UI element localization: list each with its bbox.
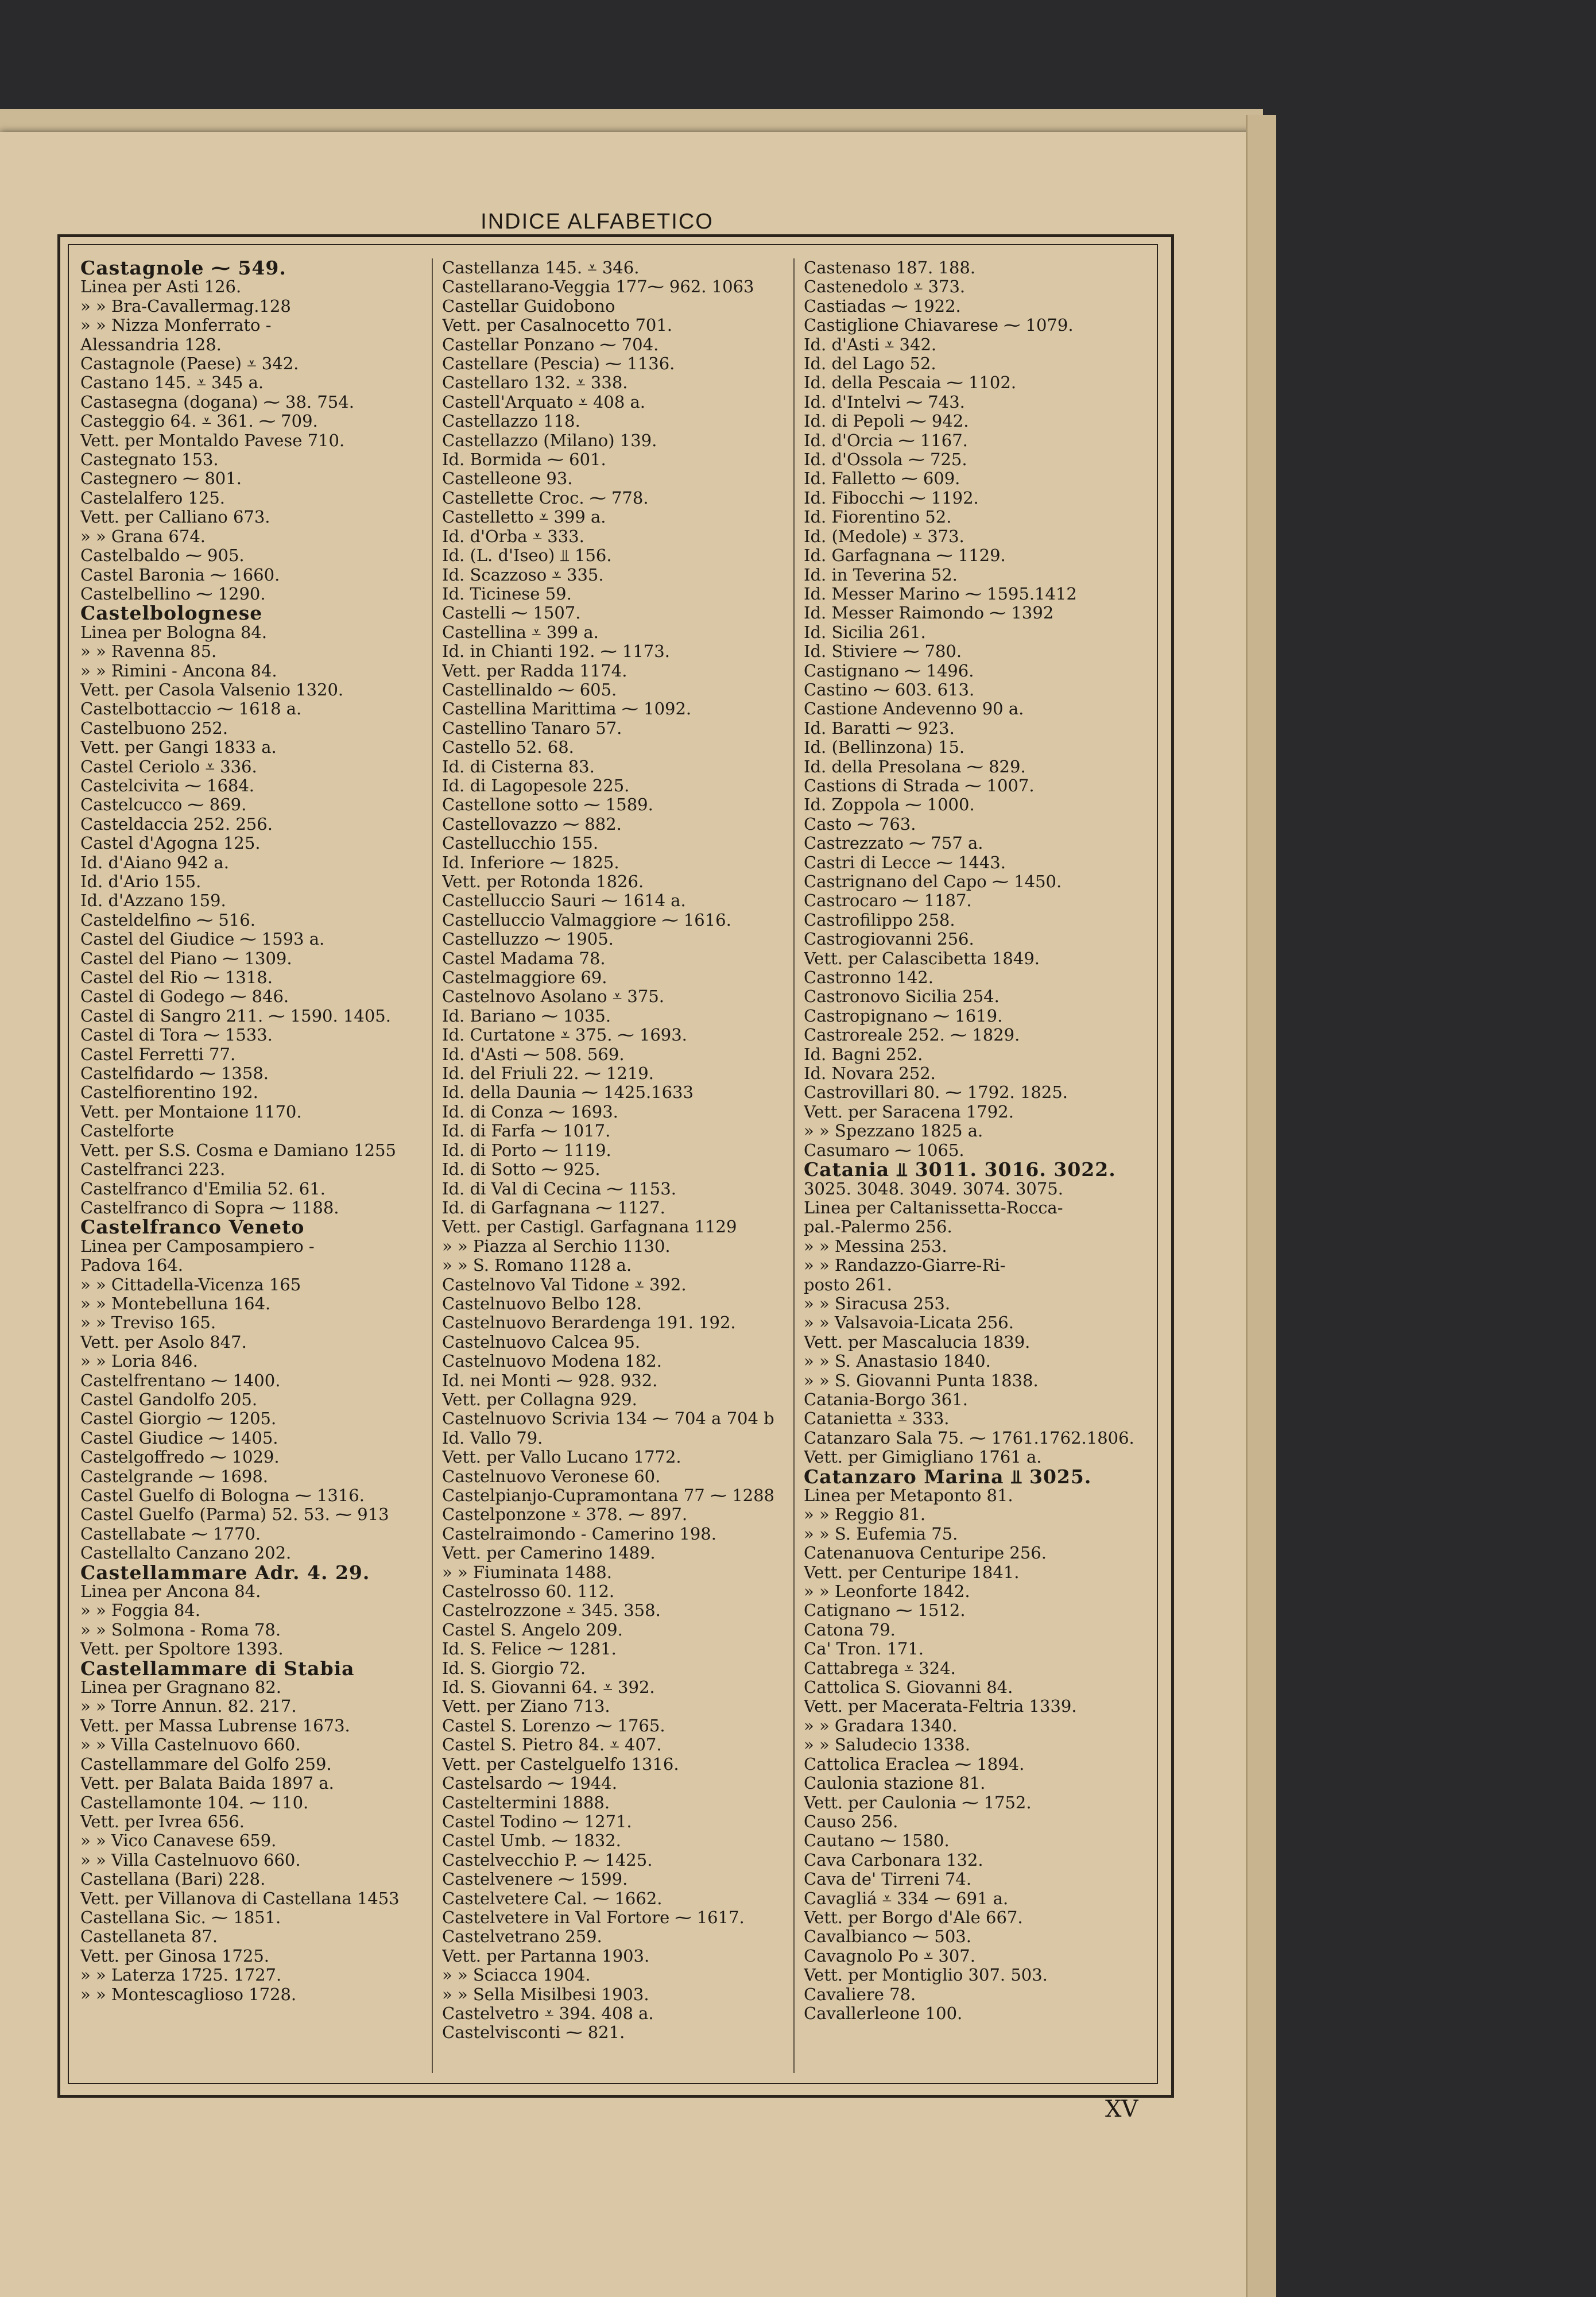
index-entry: Id. Novara 252. bbox=[804, 1064, 936, 1084]
index-entry: » » Villa Castelnuovo 660. bbox=[80, 1735, 301, 1755]
index-entry: » » Laterza 1725. 1727. bbox=[80, 1965, 282, 1985]
index-entry: » » Cittadella-Vicenza 165 bbox=[80, 1274, 301, 1294]
index-entry: Castelbellino ⁓ 1290. bbox=[80, 583, 266, 604]
index-entry: Castelvenere ⁓ 1599. bbox=[442, 1869, 628, 1889]
index-entry: Castelforte bbox=[80, 1121, 175, 1141]
index-entry: Id. Zoppola ⁓ 1000. bbox=[804, 795, 975, 815]
index-entry: Vett. per Balata Baida 1897 a. bbox=[80, 1773, 334, 1793]
index-entry: Vett. per Spoltore 1393. bbox=[80, 1639, 284, 1659]
index-entry: Castellana Sic. ⁓ 1851. bbox=[80, 1907, 281, 1927]
index-entry: pal.-Palermo 256. bbox=[804, 1217, 952, 1237]
index-entry: Id. d'Ario 155. bbox=[80, 872, 202, 891]
index-entry: Vett. per Mascalucia 1839. bbox=[804, 1332, 1031, 1352]
index-entry: Castel Guelfo di Bologna ⁓ 1316. bbox=[80, 1486, 365, 1505]
index-entry: Castelgrande ⁓ 1698. bbox=[80, 1466, 269, 1486]
index-entry: Casteldaccia 252. 256. bbox=[80, 814, 273, 834]
index-entry: Vett. per Camerino 1489. bbox=[442, 1543, 656, 1563]
index-entry: Castelraimondo - Camerino 198. bbox=[442, 1523, 716, 1544]
index-entry: Castellana (Bari) 228. bbox=[80, 1869, 266, 1889]
index-entry: » » Siracusa 253. bbox=[804, 1293, 951, 1313]
index-entry: Castellazzo (Milano) 139. bbox=[442, 430, 657, 450]
index-entry: Castellazzo 118. bbox=[442, 411, 580, 431]
index-entry: Castel Ferretti 77. bbox=[80, 1044, 236, 1064]
index-entry: » » Loria 846. bbox=[80, 1351, 198, 1371]
index-entry: Linea per Caltanissetta-Rocca- bbox=[804, 1197, 1063, 1217]
index-entry: » » Saludecio 1338. bbox=[804, 1735, 970, 1755]
index-entry: Id. del Friuli 22. ⁓ 1219. bbox=[442, 1064, 654, 1084]
index-entry: Castellone sotto ⁓ 1589. bbox=[442, 795, 653, 815]
index-entry: Castellinaldo ⁓ 605. bbox=[442, 679, 617, 699]
index-entry: Linea per Asti 126. bbox=[80, 277, 242, 297]
index-entry: » » Grana 674. bbox=[80, 526, 206, 546]
index-entry: Castel Baronia ⁓ 1660. bbox=[80, 564, 280, 585]
index-entry: » » Treviso 165. bbox=[80, 1313, 216, 1333]
index-entry: Vett. per Gimigliano 1761 a. bbox=[804, 1447, 1042, 1467]
index-entry: Vett. per Borgo d'Ale 667. bbox=[804, 1907, 1023, 1927]
index-entry: Catenanuova Centuripe 256. bbox=[804, 1543, 1047, 1563]
index-entry: Castelnuovo Calcea 95. bbox=[442, 1332, 641, 1352]
column-divider bbox=[793, 258, 795, 2073]
index-entry: Catanietta ⩡ 333. bbox=[804, 1409, 950, 1429]
index-entry: Castelbaldo ⁓ 905. bbox=[80, 546, 245, 566]
index-entry: Id. Bormida ⁓ 601. bbox=[442, 450, 606, 470]
index-entry: Id. nei Monti ⁓ 928. 932. bbox=[442, 1370, 658, 1390]
index-entry: Vett. per Calliano 673. bbox=[80, 507, 270, 527]
index-entry: Castelfidardo ⁓ 1358. bbox=[80, 1064, 269, 1084]
index-entry: Id. (L. d'Iseo) ⫫ 156. bbox=[442, 546, 612, 566]
index-entry: Causo 256. bbox=[804, 1811, 898, 1831]
index-entry: Castelnovo Asolano ⩡ 375. bbox=[442, 987, 664, 1007]
index-entry: Castelnuovo Veronese 60. bbox=[442, 1466, 661, 1486]
index-heading: Castelbolognese bbox=[80, 602, 263, 625]
index-entry: Castelrozzone ⩡ 345. 358. bbox=[442, 1600, 661, 1621]
page-side-edge bbox=[1246, 115, 1276, 2297]
index-entry: Castel di Godego ⁓ 846. bbox=[80, 987, 289, 1007]
index-entry: posto 261. bbox=[804, 1274, 892, 1294]
index-entry: Castel Giudice ⁓ 1405. bbox=[80, 1428, 278, 1448]
index-heading: Castelfranco Veneto bbox=[80, 1216, 305, 1239]
index-entry: Castelleone 93. bbox=[442, 469, 573, 489]
index-entry: Id. di Farfa ⁓ 1017. bbox=[442, 1121, 611, 1141]
index-entry: Castellucchio 155. bbox=[442, 833, 599, 853]
index-heading: Castellammare Adr. 4. 29. bbox=[80, 1561, 370, 1584]
index-entry: » » Messina 253. bbox=[804, 1236, 947, 1256]
index-entry: Castelgoffredo ⁓ 1029. bbox=[80, 1447, 280, 1467]
index-entry: Castellanza 145. ⩡ 346. bbox=[442, 258, 640, 277]
index-entry: » » Sella Misilbesi 1903. bbox=[442, 1984, 649, 2004]
index-entry: Vett. per Casalnocetto 701. bbox=[442, 315, 673, 335]
index-entry: Vett. per Saracena 1792. bbox=[804, 1101, 1014, 1122]
index-entry: Vett. per Casola Valsenio 1320. bbox=[80, 679, 344, 699]
index-entry: Castelmaggiore 69. bbox=[442, 968, 607, 988]
index-entry: Castellarano-Veggia 177⁓ 962. 1063 bbox=[442, 277, 754, 297]
index-entry: Castino ⁓ 603. 613. bbox=[804, 679, 975, 699]
index-entry: Id. in Chianti 192. ⁓ 1173. bbox=[442, 641, 670, 662]
index-entry: Id. di Val di Cecina ⁓ 1153. bbox=[442, 1178, 676, 1198]
index-entry: Id. della Presolana ⁓ 829. bbox=[804, 756, 1026, 776]
index-entry: Vett. per Montaldo Pavese 710. bbox=[80, 430, 345, 450]
index-entry: Id. Falletto ⁓ 609. bbox=[804, 469, 960, 489]
index-entry: Id. S. Felice ⁓ 1281. bbox=[442, 1639, 617, 1659]
index-entry: Id. di Sotto ⁓ 925. bbox=[442, 1159, 601, 1180]
index-entry: Castelpianjo-Cupramontana 77 ⁓ 1288 bbox=[442, 1486, 774, 1505]
index-entry: Castel S. Angelo 209. bbox=[442, 1619, 623, 1639]
index-entry: Castel d'Agogna 125. bbox=[80, 833, 261, 853]
index-entry: Id. (Bellinzona) 15. bbox=[804, 737, 965, 757]
index-entry: » » Solmona - Roma 78. bbox=[80, 1619, 281, 1639]
index-entry: Castelluccio Sauri ⁓ 1614 a. bbox=[442, 891, 686, 911]
index-entry: Vett. per Macerata-Feltria 1339. bbox=[804, 1696, 1077, 1716]
index-entry: » » Gradara 1340. bbox=[804, 1715, 958, 1735]
index-entry: Cavalbianco ⁓ 503. bbox=[804, 1927, 971, 1947]
index-entry: Id. Ticinese 59. bbox=[442, 583, 572, 604]
index-entry: Castelluzzo ⁓ 1905. bbox=[442, 929, 614, 949]
index-heading: Castagnole ⁓ 549. bbox=[80, 258, 286, 279]
index-entry: » » Valsavoia-Licata 256. bbox=[804, 1313, 1014, 1333]
index-entry: Vett. per Gangi 1833 a. bbox=[80, 737, 277, 757]
index-entry: Castel Todino ⁓ 1271. bbox=[442, 1811, 632, 1831]
index-entry: Castelnuovo Modena 182. bbox=[442, 1351, 662, 1371]
index-entry: Id. in Teverina 52. bbox=[804, 564, 958, 585]
index-entry: Id. d'Intelvi ⁓ 743. bbox=[804, 392, 965, 412]
index-column-3 bbox=[804, 258, 1142, 2067]
index-entry: Id. Curtatone ⩡ 375. ⁓ 1693. bbox=[442, 1025, 687, 1045]
index-entry: Linea per Gragnano 82. bbox=[80, 1677, 282, 1697]
index-entry: Vett. per Radda 1174. bbox=[442, 660, 627, 680]
index-entry: Castropignano ⁓ 1619. bbox=[804, 1006, 1003, 1026]
index-entry: Castelvetrano 259. bbox=[442, 1927, 602, 1947]
index-entry: Castelfrentano ⁓ 1400. bbox=[80, 1370, 281, 1390]
index-entry: Castrocaro ⁓ 1187. bbox=[804, 891, 972, 911]
index-entry: Castelvetere Cal. ⁓ 1662. bbox=[442, 1888, 663, 1908]
index-entry: Castri di Lecce ⁓ 1443. bbox=[804, 852, 1006, 872]
index-entry: Castel Guelfo (Parma) 52. 53. ⁓ 913 bbox=[80, 1505, 389, 1525]
index-entry: Castello 52. 68. bbox=[442, 737, 574, 757]
page-header: INDICE ALFABETICO bbox=[481, 210, 714, 234]
index-entry: Linea per Metaponto 81. bbox=[804, 1486, 1013, 1505]
index-entry: Castelrosso 60. 112. bbox=[442, 1581, 615, 1602]
index-entry: Vett. per Montiglio 307. 503. bbox=[804, 1965, 1048, 1985]
index-entry: Linea per Camposampiero - bbox=[80, 1236, 315, 1256]
index-entry: Castel Umb. ⁓ 1832. bbox=[442, 1831, 621, 1851]
index-entry: Castiadas ⁓ 1922. bbox=[804, 296, 961, 316]
index-entry: Castrogiovanni 256. bbox=[804, 929, 974, 949]
index-entry: Castelalfero 125. bbox=[80, 488, 226, 508]
index-entry: Cautano ⁓ 1580. bbox=[804, 1831, 950, 1851]
index-entry: Castelnuovo Berardenga 191. 192. bbox=[442, 1313, 736, 1333]
index-entry: Vett. per Villanova di Castellana 1453 bbox=[80, 1888, 400, 1908]
index-entry: Vett. per Castelguelfo 1316. bbox=[442, 1754, 679, 1774]
index-entry: Cava de' Tirreni 74. bbox=[804, 1869, 972, 1889]
index-entry: Id. di Garfagnana ⁓ 1127. bbox=[442, 1197, 665, 1217]
index-entry: Castelcucco ⁓ 869. bbox=[80, 795, 247, 815]
index-entry: Vett. per Rotonda 1826. bbox=[442, 872, 644, 891]
index-entry: Castronno 142. bbox=[804, 968, 933, 988]
index-entry: Castellovazzo ⁓ 882. bbox=[442, 814, 622, 834]
index-entry: Castelbottaccio ⁓ 1618 a. bbox=[80, 699, 302, 719]
index-entry: Cavallerleone 100. bbox=[804, 2003, 963, 2023]
index-entry: Id. d'Orba ⩡ 333. bbox=[442, 526, 584, 546]
index-entry: Castelnuovo Scrivia 134 ⁓ 704 a 704 b bbox=[442, 1409, 774, 1429]
index-entry: Castellar Ponzano ⁓ 704. bbox=[442, 334, 659, 354]
index-entry: » » Reggio 81. bbox=[804, 1505, 926, 1525]
index-entry: Id. Sicilia 261. bbox=[804, 622, 926, 642]
index-entry: Cavaliere 78. bbox=[804, 1984, 916, 2004]
index-entry: Id. di Conza ⁓ 1693. bbox=[442, 1101, 618, 1122]
index-entry: Castroreale 252. ⁓ 1829. bbox=[804, 1025, 1020, 1045]
index-entry: Id. di Lagopesole 225. bbox=[442, 775, 630, 795]
index-entry: » » Vico Canavese 659. bbox=[80, 1831, 277, 1851]
index-entry: Vett. per Ginosa 1725. bbox=[80, 1946, 269, 1966]
index-entry: Castel S. Lorenzo ⁓ 1765. bbox=[442, 1715, 665, 1735]
index-entry: Castelluccio Valmaggiore ⁓ 1616. bbox=[442, 910, 731, 930]
index-column-1 bbox=[80, 258, 419, 2067]
index-entry: Castegnero ⁓ 801. bbox=[80, 469, 242, 489]
index-entry: Casteltermini 1888. bbox=[442, 1792, 610, 1812]
index-entry: Vett. per S.S. Cosma e Damiano 1255 bbox=[80, 1140, 396, 1160]
index-entry: » » Bra-Cavallermag.128 bbox=[80, 296, 291, 316]
index-entry: Castelnovo Val Tidone ⩡ 392. bbox=[442, 1274, 687, 1294]
index-entry: Caulonia stazione 81. bbox=[804, 1773, 986, 1793]
index-entry: Catania-Borgo 361. bbox=[804, 1389, 968, 1409]
index-entry: Castronovo Sicilia 254. bbox=[804, 987, 1000, 1007]
index-entry: Id. S. Giorgio 72. bbox=[442, 1658, 586, 1678]
page-number: XV bbox=[1105, 2096, 1138, 2122]
index-entry: Cava Carbonara 132. bbox=[804, 1850, 983, 1870]
index-entry: Castenedolo ⩡ 373. bbox=[804, 277, 966, 297]
index-entry: Castellamonte 104. ⁓ 110. bbox=[80, 1792, 309, 1812]
index-entry: Castions di Strada ⁓ 1007. bbox=[804, 775, 1035, 795]
index-entry: Id. d'Asti ⁓ 508. 569. bbox=[442, 1044, 625, 1064]
index-entry: Vett. per Caulonia ⁓ 1752. bbox=[804, 1792, 1032, 1812]
index-entry: Id. S. Giovanni 64. ⩡ 392. bbox=[442, 1677, 655, 1697]
index-entry: Cattabrega ⩡ 324. bbox=[804, 1658, 956, 1678]
index-entry: Castel del Giudice ⁓ 1593 a. bbox=[80, 929, 325, 949]
index-entry: Castellaneta 87. bbox=[80, 1927, 218, 1947]
index-entry: Castione Andevenno 90 a. bbox=[804, 699, 1024, 719]
index-entry: 3025. 3048. 3049. 3074. 3075. bbox=[804, 1178, 1063, 1198]
index-entry: Linea per Bologna 84. bbox=[80, 622, 268, 642]
index-entry: Catanzaro Sala 75. ⁓ 1761.1762.1806. bbox=[804, 1428, 1134, 1448]
index-entry: Id. d'Ossola ⁓ 725. bbox=[804, 450, 967, 470]
index-entry: Castelfranco d'Emilia 52. 61. bbox=[80, 1178, 326, 1198]
index-entry: Castellina ⩡ 399 a. bbox=[442, 622, 599, 642]
index-heading: Catania ⫫ 3011. 3016. 3022. bbox=[804, 1158, 1116, 1181]
index-entry: Castel S. Pietro 84. ⩡ 407. bbox=[442, 1735, 662, 1755]
index-entry: Castelnuovo Belbo 128. bbox=[442, 1293, 642, 1313]
index-entry: Castelli ⁓ 1507. bbox=[442, 603, 581, 623]
index-entry: Castellaro 132. ⩡ 338. bbox=[442, 373, 628, 393]
index-entry: Linea per Ancona 84. bbox=[80, 1581, 261, 1602]
index-entry: » » S. Giovanni Punta 1838. bbox=[804, 1370, 1039, 1390]
index-entry: Vett. per Asolo 847. bbox=[80, 1332, 247, 1352]
index-entry: Casteggio 64. ⩡ 361. ⁓ 709. bbox=[80, 411, 318, 431]
index-entry: Castell'Arquato ⩡ 408 a. bbox=[442, 392, 646, 412]
index-entry: Castrezzato ⁓ 757 a. bbox=[804, 833, 983, 853]
index-entry: Castelvetere in Val Fortore ⁓ 1617. bbox=[442, 1907, 745, 1927]
index-entry: Vett. per Vallo Lucano 1772. bbox=[442, 1447, 681, 1467]
index-entry: Casumaro ⁓ 1065. bbox=[804, 1140, 964, 1160]
index-entry: Id. Bagni 252. bbox=[804, 1044, 923, 1064]
index-entry: Castelvecchio P. ⁓ 1425. bbox=[442, 1850, 653, 1870]
index-entry: Castellalto Canzano 202. bbox=[80, 1543, 292, 1563]
index-entry: » » Montebelluna 164. bbox=[80, 1293, 271, 1313]
index-entry: » » Foggia 84. bbox=[80, 1600, 200, 1621]
index-entry: Castellabate ⁓ 1770. bbox=[80, 1523, 261, 1544]
index-entry: Castelponzone ⩡ 378. ⁓ 897. bbox=[442, 1505, 688, 1525]
index-entry: Vett. per Montaione 1170. bbox=[80, 1101, 302, 1122]
index-entry: » » S. Romano 1128 a. bbox=[442, 1255, 632, 1275]
index-entry: Id. d'Azzano 159. bbox=[80, 891, 226, 911]
index-entry: Vett. per Partanna 1903. bbox=[442, 1946, 650, 1966]
index-entry: Id. d'Aiano 942 a. bbox=[80, 852, 229, 872]
index-entry: Castelvisconti ⁓ 821. bbox=[442, 2023, 625, 2043]
index-entry: Castiglione Chiavarese ⁓ 1079. bbox=[804, 315, 1074, 335]
index-entry: » » Ravenna 85. bbox=[80, 641, 217, 662]
index-entry: Vett. per Ziano 713. bbox=[442, 1696, 610, 1716]
index-entry: » » S. Eufemia 75. bbox=[804, 1523, 958, 1544]
index-entry: Castel del Rio ⁓ 1318. bbox=[80, 968, 273, 988]
index-entry: Castel Ceriolo ⩡ 336. bbox=[80, 756, 257, 776]
index-entry: Id. (Medole) ⩡ 373. bbox=[804, 526, 964, 546]
index-entry: » » Torre Annun. 82. 217. bbox=[80, 1696, 297, 1716]
index-entry: Vett. per Centuripe 1841. bbox=[804, 1562, 1020, 1582]
index-entry: Cattolica S. Giovanni 84. bbox=[804, 1677, 1013, 1697]
index-entry: » » Leonforte 1842. bbox=[804, 1581, 970, 1602]
index-entry: Alessandria 128. bbox=[80, 334, 222, 354]
index-entry: Castegnato 153. bbox=[80, 450, 219, 470]
index-entry: Castelfranci 223. bbox=[80, 1159, 226, 1180]
index-column-2 bbox=[442, 258, 781, 2067]
index-entry: Castenaso 187. 188. bbox=[804, 258, 976, 277]
index-entry: Id. di Cisterna 83. bbox=[442, 756, 595, 776]
index-entry: Cattolica Eraclea ⁓ 1894. bbox=[804, 1754, 1025, 1774]
index-entry: » » Montescaglioso 1728. bbox=[80, 1984, 297, 2004]
index-entry: Castignano ⁓ 1496. bbox=[804, 660, 974, 680]
index-entry: Vett. per Collagna 929. bbox=[442, 1389, 637, 1409]
index-entry: Id. Vallo 79. bbox=[442, 1428, 543, 1448]
index-entry: Padova 164. bbox=[80, 1255, 183, 1275]
index-entry: Casteldelfino ⁓ 516. bbox=[80, 910, 255, 930]
index-entry: Id. d'Asti ⩡ 342. bbox=[804, 334, 937, 354]
index-entry: Castelbuono 252. bbox=[80, 718, 228, 738]
index-entry: Vett. per Castigl. Garfagnana 1129 bbox=[442, 1217, 737, 1237]
index-entry: Ca' Tron. 171. bbox=[804, 1639, 924, 1659]
index-entry: Castrignano del Capo ⁓ 1450. bbox=[804, 872, 1062, 891]
index-entry: Id. Messer Marino ⁓ 1595.1412 bbox=[804, 583, 1077, 604]
index-entry: Id. Inferiore ⁓ 1825. bbox=[442, 852, 619, 872]
index-entry: Id. d'Orcia ⁓ 1167. bbox=[804, 430, 968, 450]
index-entry: Castagnole (Paese) ⩡ 342. bbox=[80, 354, 299, 374]
index-entry: Id. Baratti ⁓ 923. bbox=[804, 718, 955, 738]
index-entry: » » S. Anastasio 1840. bbox=[804, 1351, 991, 1371]
index-entry: Castelvetro ⩡ 394. 408 a. bbox=[442, 2003, 654, 2023]
index-entry: Id. Bariano ⁓ 1035. bbox=[442, 1006, 611, 1026]
index-entry: Castel Gandolfo 205. bbox=[80, 1389, 258, 1409]
index-entry: Castel del Piano ⁓ 1309. bbox=[80, 948, 292, 968]
index-entry: Id. Scazzoso ⩡ 335. bbox=[442, 564, 604, 585]
index-entry: Castellette Croc. ⁓ 778. bbox=[442, 488, 649, 508]
index-entry: Castelsardo ⁓ 1944. bbox=[442, 1773, 617, 1793]
index-entry: Id. Messer Raimondo ⁓ 1392 bbox=[804, 603, 1054, 623]
index-entry: Id. della Pescaia ⁓ 1102. bbox=[804, 373, 1017, 393]
index-entry: Cavagliá ⩡ 334 ⁓ 691 a. bbox=[804, 1888, 1009, 1908]
index-entry: Castelcivita ⁓ 1684. bbox=[80, 775, 255, 795]
index-heading: Catanzaro Marina ⫫ 3025. bbox=[804, 1465, 1092, 1488]
index-entry: Vett. per Calascibetta 1849. bbox=[804, 948, 1040, 968]
index-entry: Castellino Tanaro 57. bbox=[442, 718, 622, 738]
index-entry: Id. di Porto ⁓ 1119. bbox=[442, 1140, 611, 1160]
index-entry: Castel Madama 78. bbox=[442, 948, 606, 968]
index-entry: Castelfranco di Sopra ⁓ 1188. bbox=[80, 1197, 339, 1217]
index-entry: Castelfiorentino 192. bbox=[80, 1082, 258, 1103]
index-entry: Castel di Tora ⁓ 1533. bbox=[80, 1025, 273, 1045]
index-entry: » » Randazzo-Giarre-Ri- bbox=[804, 1255, 1006, 1275]
index-entry: Casto ⁓ 763. bbox=[804, 814, 916, 834]
index-entry: Vett. per Massa Lubrense 1673. bbox=[80, 1715, 350, 1735]
index-entry: » » Villa Castelnuovo 660. bbox=[80, 1850, 301, 1870]
index-entry: Id. del Lago 52. bbox=[804, 354, 936, 374]
index-entry: » » Rimini - Ancona 84. bbox=[80, 660, 277, 680]
index-entry: » » Spezzano 1825 a. bbox=[804, 1121, 983, 1141]
index-entry: » » Nizza Monferrato - bbox=[80, 315, 272, 335]
index-entry: Id. Stiviere ⁓ 780. bbox=[804, 641, 962, 662]
index-entry: Id. di Pepoli ⁓ 942. bbox=[804, 411, 969, 431]
index-entry: Castellammare del Golfo 259. bbox=[80, 1754, 332, 1774]
index-entry: Castellare (Pescia) ⁓ 1136. bbox=[442, 354, 675, 374]
index-entry: Id. Fibocchi ⁓ 1192. bbox=[804, 488, 979, 508]
index-entry: » » Piazza al Serchio 1130. bbox=[442, 1236, 671, 1256]
index-entry: Catignano ⁓ 1512. bbox=[804, 1600, 966, 1621]
index-entry: » » Fiuminata 1488. bbox=[442, 1562, 612, 1582]
index-entry: Castel di Sangro 211. ⁓ 1590. 1405. bbox=[80, 1006, 391, 1026]
index-entry: Vett. per Ivrea 656. bbox=[80, 1811, 245, 1831]
index-entry: Castel Giorgio ⁓ 1205. bbox=[80, 1409, 277, 1429]
index-entry: » » Sciacca 1904. bbox=[442, 1965, 591, 1985]
index-entry: Castellar Guidobono bbox=[442, 296, 615, 316]
index-entry: Castasegna (dogana) ⁓ 38. 754. bbox=[80, 392, 354, 412]
index-entry: Catona 79. bbox=[804, 1619, 896, 1639]
index-heading: Castellammare di Stabia bbox=[80, 1657, 355, 1680]
index-entry: Castrofilippo 258. bbox=[804, 910, 955, 930]
index-entry: Id. Fiorentino 52. bbox=[804, 507, 952, 527]
index-entry: Castrovillari 80. ⁓ 1792. 1825. bbox=[804, 1082, 1068, 1103]
index-entry: Castelletto ⩡ 399 a. bbox=[442, 507, 606, 527]
index-entry: Castellina Marittima ⁓ 1092. bbox=[442, 699, 692, 719]
index-entry: Castano 145. ⩡ 345 a. bbox=[80, 373, 264, 393]
index-entry: Id. della Daunia ⁓ 1425.1633 bbox=[442, 1082, 694, 1103]
index-entry: Cavagnolo Po ⩡ 307. bbox=[804, 1946, 975, 1966]
column-divider bbox=[432, 258, 433, 2073]
index-entry: Id. Garfagnana ⁓ 1129. bbox=[804, 546, 1006, 566]
